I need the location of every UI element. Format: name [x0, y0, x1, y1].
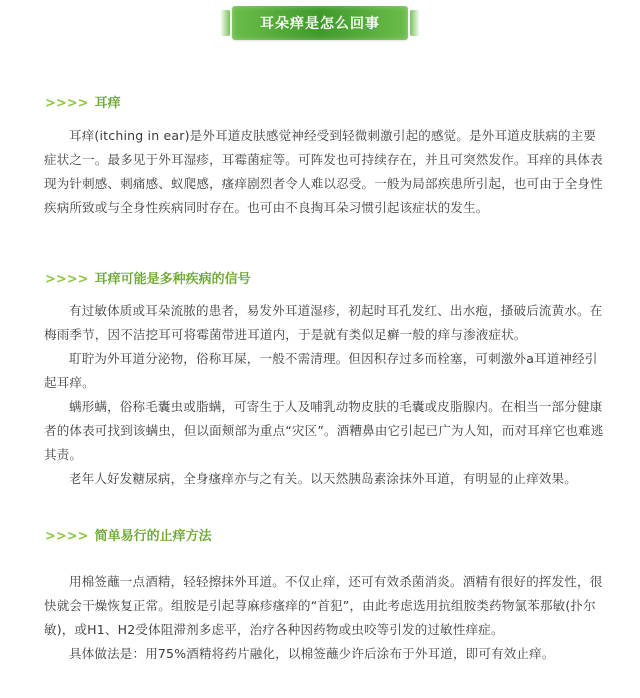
- section-marker: >>>>: [45, 272, 89, 287]
- paragraph: 具体做法是：用75%酒精将药片融化，以棉签蘸少许后涂布于外耳道，即可有效止痒。: [69, 646, 555, 661]
- section-marker: >>>>: [45, 529, 89, 544]
- section-marker: >>>>: [45, 96, 89, 111]
- section-heading-disease-signal: [45, 268, 251, 287]
- section-heading-itchy-ear: [45, 92, 121, 111]
- paragraph: 用棉签蘸一点酒精，轻轻擦抹外耳道。不仅止痒，还可有效杀菌消炎。酒精有很好的挥发性，很快就会干燥恢复正常。组胺是引起荨麻疹瘙痒的“首犯”，由此考虑选用抗组胺类药物氯苯那敏(扑尔敏)，或H1、H2受体阻滞剂多虑平，治疗各种因药物或虫咬等引发的过敏性痒症。: [44, 574, 603, 637]
- paragraph: 有过敏体质或耳朵流脓的患者，易发外耳道湿疹，初起时耳孔发红、出水疱，搔破后流黄水。在梅雨季节，因不洁挖耳可将霉菌带进耳道内，于是就有类似足癣一般的痒与渗液症状。: [44, 303, 603, 342]
- paragraph: 螨形螨，俗称毛囊虫或脂螨，可寄生于人及哺乳动物皮肤的毛囊或皮脂腺内。在相当一部分健康者的体表可找到该螨虫，但以面颊部为重点“灾区”。酒糟鼻由它引起已广为人知，而对耳痒它也难逃其责。: [44, 399, 604, 462]
- paragraph: 老年人好发糖尿病，全身瘙痒亦与之有关。以天然胰岛素涂抹外耳道，有明显的止痒效果。: [69, 471, 578, 486]
- section-heading-relief-methods: [45, 525, 212, 544]
- section-heading-text: 简单易行的止痒方法: [94, 529, 212, 544]
- paragraph: 耳痒(itching in ear)是外耳道皮肤感觉神经受到轻微刺激引起的感觉。是外耳道皮肤病的主要症状之一。最多见于外耳湿疹，耳霉菌症等。可阵发也可持续存在，并且可突然发作。耳痒的具体表现为针刺感、刺痛感、蚁爬感，瘙痒剧烈者令人难以忍受。一般为局部疾患所引起，也可由于全身性疾病所致或与全身性疾病同时存在。也可由不良掏耳朵习惯引起该症状的发生。: [44, 128, 603, 215]
- section-heading-text: 耳痒可能是多种疾病的信号: [94, 272, 251, 287]
- section-heading-text: 耳痒: [94, 96, 121, 111]
- page-title: 耳朵痒是怎么回事: [260, 16, 380, 32]
- paragraph: 耵聍为外耳道分泌物，俗称耳屎，一般不需清理。但因积存过多而栓塞，可刺激外a耳道神经引起耳痒。: [44, 351, 598, 390]
- title-banner: [232, 6, 408, 40]
